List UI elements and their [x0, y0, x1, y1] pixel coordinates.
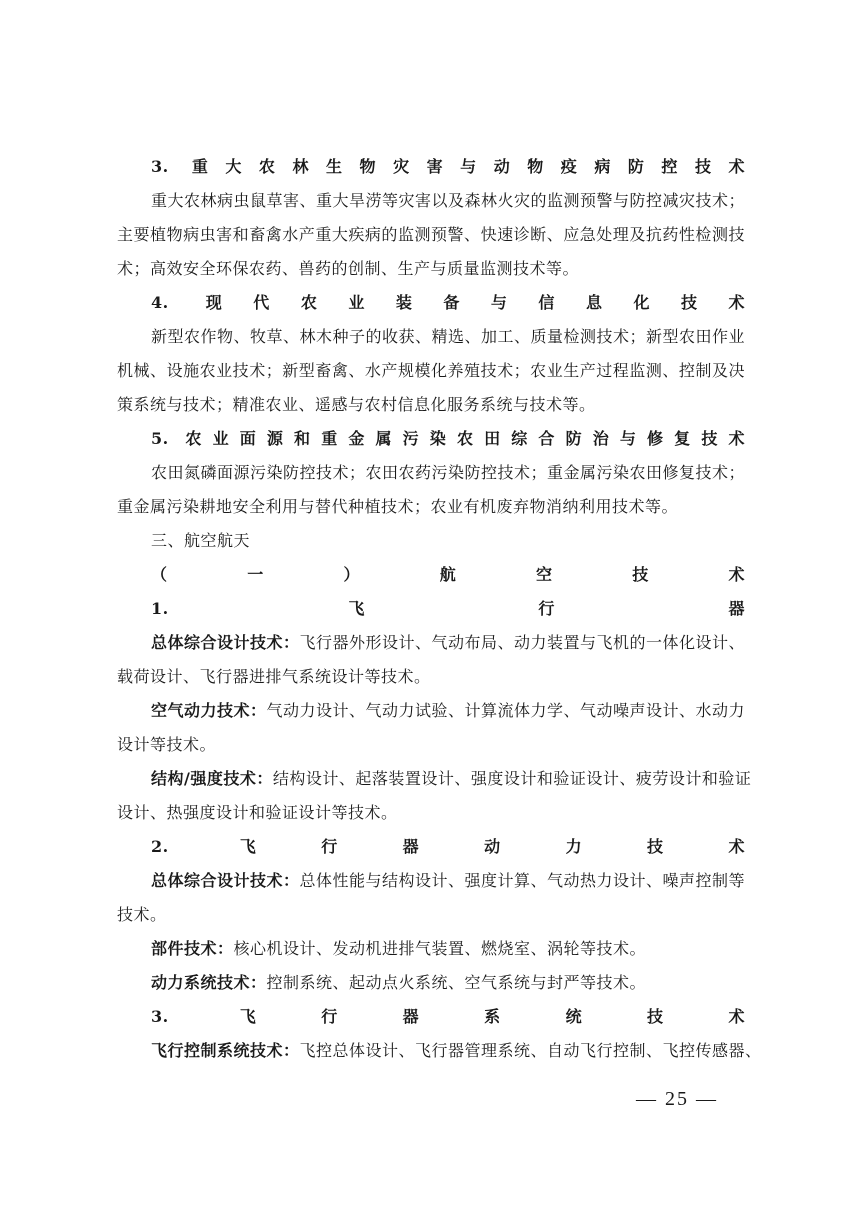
para-4-line	[117, 354, 745, 388]
para-flight-control-text: 飞控总体设计、飞行器管理系统、自动飞行控制、飞控传感器、	[299, 1041, 762, 1060]
para-5-line	[117, 456, 745, 490]
page-body	[117, 150, 762, 1068]
para-overall-design-line	[117, 626, 745, 660]
para-3-line	[117, 218, 745, 252]
subsection-aviation: （一）航空技术	[151, 565, 745, 584]
section-aerospace: 三、航空航天	[151, 531, 251, 550]
para-aerodynamics-line	[117, 728, 745, 762]
para-flight-control-line	[117, 1034, 762, 1068]
para-power-system-lead: 动力系统技术：	[151, 973, 267, 992]
para-5-text: 重金属污染耕地安全利用与替代种植技术；农业有机废弃物消纳利用技术等。	[117, 497, 679, 516]
para-components-text: 核心机设计、发动机进排气装置、燃烧室、涡轮等技术。	[233, 939, 647, 958]
heading-aircraft: 1. 飞行器	[151, 599, 745, 618]
para-power-system-line	[117, 966, 745, 1000]
para-5-line	[117, 490, 745, 524]
para-3-line	[117, 252, 745, 286]
para-overall-design-text: 飞行器外形设计、气动布局、动力装置与飞机的一体化设计、	[299, 633, 746, 652]
para-propulsion-design-line	[117, 864, 745, 898]
para-power-system-text: 控制系统、起动点火系统、空气系统与封严等技术。	[266, 973, 647, 992]
para-propulsion-design-lead: 总体综合设计技术：	[151, 871, 300, 890]
para-4-line	[117, 320, 745, 354]
para-overall-design-lead: 总体综合设计技术：	[151, 633, 300, 652]
para-structure-line	[117, 796, 745, 830]
para-aerodynamics-text: 设计等技术。	[117, 735, 217, 754]
para-structure-lead: 结构/强度技术：	[151, 769, 273, 788]
para-propulsion-design-line	[117, 898, 745, 932]
para-4-line	[117, 388, 745, 422]
heading-5: 5. 农业面源和重金属污染农田综合防治与修复技术	[151, 429, 745, 448]
heading-systems: 3. 飞行器系统技术	[151, 1007, 745, 1026]
para-components-line	[117, 932, 745, 966]
para-aerodynamics-line	[117, 694, 745, 728]
para-components-lead: 部件技术：	[151, 939, 234, 958]
para-4-text: 策系统与技术；精准农业、遥感与农村信息化服务系统与技术等。	[117, 395, 596, 414]
para-overall-design-text: 载荷设计、飞行器进排气系统设计等技术。	[117, 667, 431, 686]
heading-4: 4. 现代农业装备与信息化技术	[151, 293, 745, 312]
para-aerodynamics-text: 气动力设计、气动力试验、计算流体力学、气动噪声设计、水动力	[266, 701, 746, 720]
para-structure-line	[117, 762, 752, 796]
para-propulsion-design-text: 技术。	[117, 905, 167, 924]
para-4-text: 新型农作物、牧草、林木种子的收获、精选、加工、质量检测技术；新型农田作业	[151, 327, 746, 346]
para-3-text: 重大农林病虫鼠草害、重大旱涝等灾害以及森林火灾的监测预警与防控减灾技术；	[151, 191, 746, 210]
para-5-text: 农田氮磷面源污染防控技术；农田农药污染防控技术；重金属污染农田修复技术；	[151, 463, 746, 482]
para-3-text: 主要植物病虫害和畜禽水产重大疾病的监测预警、快速诊断、应急处理及抗药性检测技	[117, 225, 745, 244]
para-3-line	[117, 184, 745, 218]
para-propulsion-design-text: 总体性能与结构设计、强度计算、气动热力设计、噪声控制等	[299, 871, 746, 890]
para-flight-control-lead: 飞行控制系统技术：	[151, 1041, 300, 1060]
para-3-text: 术；高效安全环保农药、兽药的创制、生产与质量监测技术等。	[117, 259, 580, 278]
heading-3: 3. 重大农林生物灾害与动物疫病防控技术	[151, 157, 745, 176]
para-overall-design-line	[117, 660, 745, 694]
heading-propulsion: 2. 飞行器动力技术	[151, 837, 745, 856]
page-number: — 25 —	[636, 1088, 718, 1110]
para-structure-text: 结构设计、起落装置设计、强度设计和验证设计、疲劳设计和验证	[272, 769, 752, 788]
para-aerodynamics-lead: 空气动力技术：	[151, 701, 267, 720]
para-4-text: 机械、设施农业技术；新型畜禽、水产规模化养殖技术；农业生产过程监测、控制及决	[117, 361, 745, 380]
para-structure-text: 设计、热强度设计和验证设计等技术。	[117, 803, 398, 822]
